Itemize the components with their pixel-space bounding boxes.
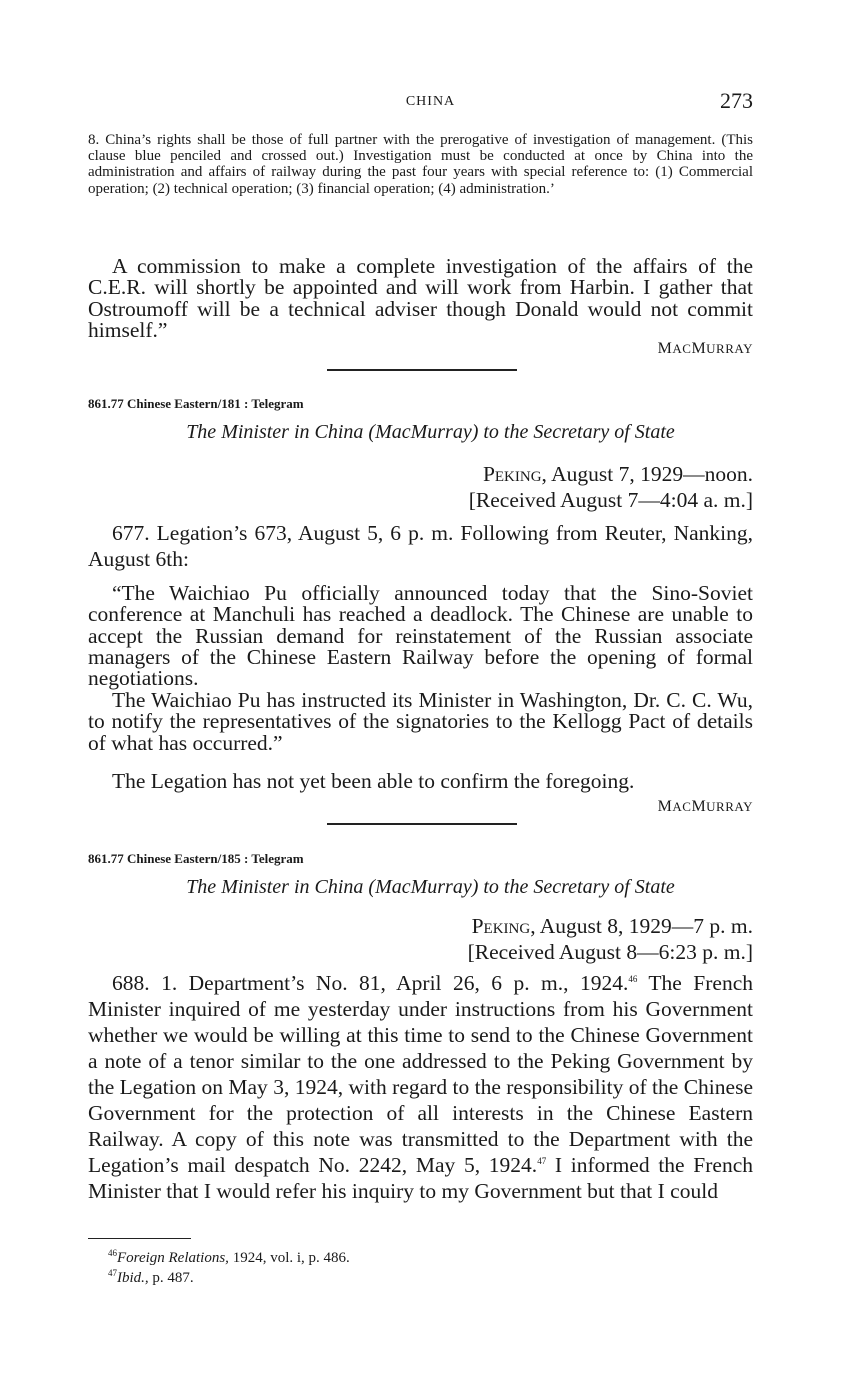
footnote-47-title: Ibid., xyxy=(117,1270,149,1286)
closing-sentence: The Legation has not yet been able to confirm the foregoing. xyxy=(112,769,635,793)
footnote-46-number: 46 xyxy=(108,1248,117,1258)
signature-2-sc1: AC xyxy=(672,799,692,814)
signature-1-sc1: AC xyxy=(672,341,692,356)
reuter-quote-paragraph-1: “The Waichiao Pu officially announced today that the Sino-Soviet conference at Manchuli has reached a deadlock. The Chinese are unable to accept the Russian demand for reinstatement of the Russian associate managers of the Chinese Eastern Railway before the opening of formal negotiations. xyxy=(88,581,753,691)
signature-1-sc2: URRAY xyxy=(706,341,753,356)
signature-2-cap: M xyxy=(657,798,673,815)
telegram-677-paragraph: 677. Legation’s 673, August 5, 6 p. m. Following from Reuter, Nanking, August 6th: xyxy=(88,521,753,571)
footnote-47 xyxy=(108,1270,194,1287)
document-heading-1: The Minister in China (MacMurray) to the Secretary of State xyxy=(186,421,675,443)
running-header: CHINA xyxy=(405,94,456,109)
footnote-47-text: p. 487. xyxy=(148,1270,194,1286)
received-2: [Received August 8—6:23 p. m.] xyxy=(467,940,753,964)
footnote-46-text: 1924, vol. i, p. 486. xyxy=(228,1250,350,1266)
signature-1 xyxy=(88,340,753,358)
dateline-1-place: Peking, xyxy=(482,462,547,486)
footnote-47-number: 47 xyxy=(108,1268,117,1278)
footnote-ref-46[interactable]: 46 xyxy=(628,973,638,984)
signature-1-mid: M xyxy=(691,340,707,357)
divider-rule-2 xyxy=(327,823,517,825)
signature-1-cap: M xyxy=(657,340,673,357)
signature-2-sc2: URRAY xyxy=(706,799,753,814)
para-688-part-c: I informed the French Minister that I would refer his inquiry to my Government but that I could xyxy=(88,1153,754,1203)
quote-continuation: 8. China’s rights shall be those of full partner with the prerogative of investigation of management. (This clause blue penciled and crossed out.) Investigation must be conducted at once by China into the administration and affairs of railway during the past four years with special reference to: (1) Commercial operation; (2) technical operation; (3) financial operation; (4) administration.’ xyxy=(88,132,753,197)
received-1: [Received August 7—4:04 a. m.] xyxy=(468,488,753,512)
footnote-46 xyxy=(108,1250,350,1267)
page-number: 273 xyxy=(720,88,753,113)
signature-2 xyxy=(88,798,753,816)
dateline-1 xyxy=(88,464,753,485)
footnote-46-title: Foreign Relations, xyxy=(117,1250,229,1266)
commission-paragraph: A commission to make a complete investigation of the affairs of the C.E.R. will shortly be appointed and will work from Harbin. I gather that Ostroumoff will be a technical adviser though Donald would not commit himself.” xyxy=(88,254,753,342)
reuter-quote-paragraph-2: The Waichiao Pu has instructed its Minister in Washington, Dr. C. C. Wu, to notify the representatives of the signatories to the Kellogg Pact of details of what has occurred.” xyxy=(88,688,753,755)
divider-rule-1 xyxy=(327,369,517,371)
document-ref-1: 861.77 Chinese Eastern/181 : Telegram xyxy=(88,396,304,411)
dateline-1-date: August 7, 1929—noon. xyxy=(546,462,753,486)
footnote-ref-47[interactable]: 47 xyxy=(537,1155,547,1166)
para-688-part-b: The French Minister inquired of me yesterday under instructions from his Government whether we would be willing at this time to send to the Chinese Government a note of a tenor similar to the one addressed to the Peking Government by the Legation on May 3, 1924, with regard to the responsibility of the Chinese Government for the protection of all interests in the Chinese Eastern Railway. A copy of this note was transmitted to the Department with the Legation’s mail despatch No. 2242, May 5, 1924. xyxy=(88,971,753,1177)
dateline-2-date: August 8, 1929—7 p. m. xyxy=(535,914,753,938)
document-heading-2: The Minister in China (MacMurray) to the Secretary of State xyxy=(186,876,675,898)
telegram-688-paragraph xyxy=(88,970,753,1204)
dateline-2-place: Peking, xyxy=(471,914,536,938)
signature-2-mid: M xyxy=(691,798,707,815)
footnote-rule xyxy=(88,1238,191,1239)
dateline-2 xyxy=(88,916,753,937)
para-688-part-a: 688. 1. Department’s No. 81, April 26, 6 p. m., 1924. xyxy=(112,971,629,995)
document-ref-2: 861.77 Chinese Eastern/185 : Telegram xyxy=(88,851,304,866)
